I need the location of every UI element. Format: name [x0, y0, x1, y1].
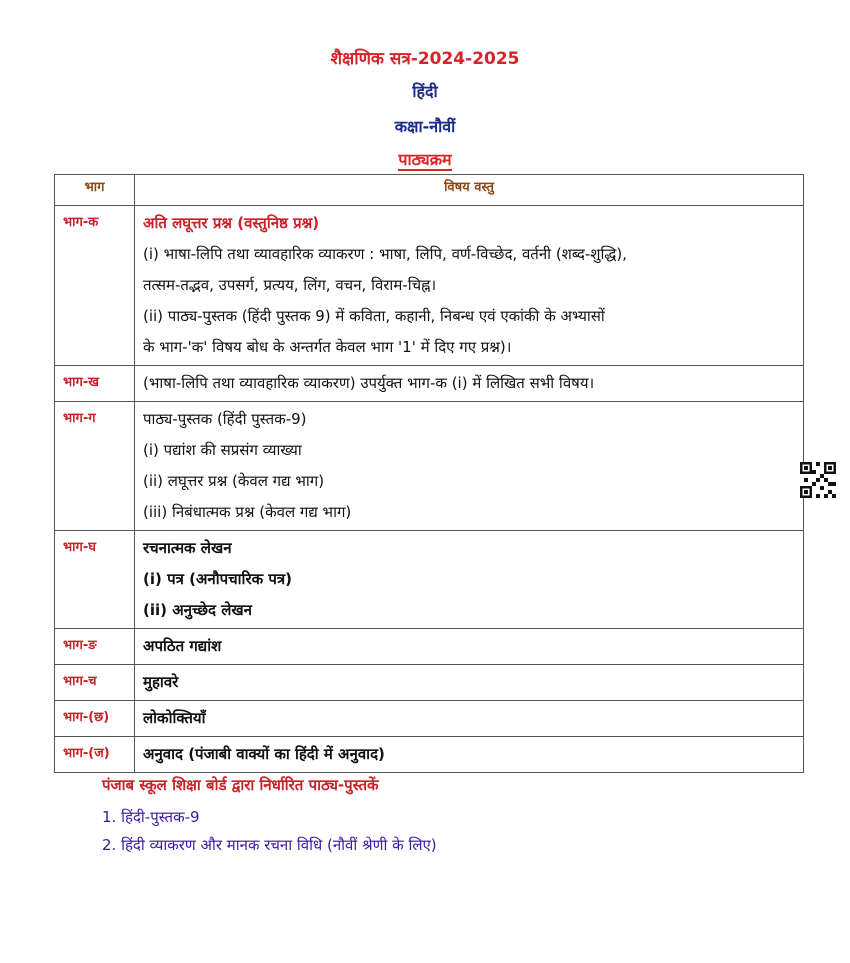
table-row: [55, 629, 804, 665]
part-content: [135, 402, 804, 531]
content-line: मुहावरे: [143, 673, 179, 691]
column-header-part: भाग: [55, 175, 135, 206]
syllabus-table: [54, 174, 804, 773]
table-row: [55, 366, 804, 402]
content-line: तत्सम-तद्भव, उपसर्ग, प्रत्यय, लिंग, वचन, विराम-चिह्न।: [143, 276, 437, 294]
content-line: अनुवाद (पंजाबी वाक्यों का हिंदी में अनुवाद): [143, 745, 385, 763]
content-line: रचनात्मक लेखन: [143, 539, 232, 557]
table-row: [55, 206, 804, 366]
content-line: (iii) निबंधात्मक प्रश्न (केवल गद्य भाग): [143, 503, 352, 521]
part-content: [135, 531, 804, 629]
table-row: [55, 402, 804, 531]
table-row: [55, 665, 804, 701]
part-content: [135, 366, 804, 402]
prescribed-books: [102, 775, 437, 859]
content-line: (ii) पाठ्य-पुस्तक (हिंदी पुस्तक 9) में कविता, कहानी, निबन्ध एवं एकांकी के अभ्यासों: [143, 307, 605, 325]
class-title: कक्षा-नौवीं: [394, 117, 456, 136]
part-label: भाग-(छ): [55, 701, 135, 737]
content-line: (ii) लघूत्तर प्रश्न (केवल गद्य भाग): [143, 472, 325, 490]
part-content: [135, 665, 804, 701]
books-title: पंजाब स्कूल शिक्षा बोर्ड द्वारा निर्धारित पाठ्य-पुस्तकें: [102, 776, 379, 794]
table-row: [55, 531, 804, 629]
content-line: (i) भाषा-लिपि तथा व्यावहारिक व्याकरण : भाषा, लिपि, वर्ण-विच्छेद, वर्तनी (शब्द-शुद्धि),: [143, 245, 627, 263]
part-content: [135, 701, 804, 737]
qr-code-icon: [800, 462, 836, 498]
content-line: पाठ्य-पुस्तक (हिंदी पुस्तक-9): [143, 410, 307, 428]
part-label: भाग-घ: [55, 531, 135, 629]
part-content: [135, 629, 804, 665]
content-line: के भाग-'क' विषय बोध के अन्तर्गत केवल भाग '1' में दिए गए प्रश्न)।: [143, 338, 512, 356]
table-header-row: [55, 175, 804, 206]
syllabus-heading-text: पाठ्यक्रम: [398, 150, 452, 169]
part-content: [135, 737, 804, 773]
table-row: [55, 701, 804, 737]
part-label: भाग-क: [55, 206, 135, 366]
subject-title: हिंदी: [412, 82, 438, 101]
content-line: अपठित गद्यांश: [143, 637, 222, 655]
part-label: भाग-(ज): [55, 737, 135, 773]
content-line: अति लघूत्तर प्रश्न (वस्तुनिष्ठ प्रश्न): [143, 214, 320, 232]
content-line: (भाषा-लिपि तथा व्यावहारिक व्याकरण) उपर्युक्त भाग-क (i) में लिखित सभी विषय।: [143, 374, 595, 392]
session-title: शैक्षणिक सत्र-2024-2025: [330, 49, 520, 69]
content-line: (i) पद्यांश की सप्रसंग व्याख्या: [143, 441, 302, 459]
column-header-content: विषय वस्तु: [135, 175, 804, 206]
part-content: [135, 206, 804, 366]
content-line: (ii) अनुच्छेद लेखन: [143, 601, 252, 619]
syllabus-heading: [0, 148, 850, 170]
part-label: भाग-ग: [55, 402, 135, 531]
part-label: भाग-च: [55, 665, 135, 701]
part-label: भाग-ङ: [55, 629, 135, 665]
content-line: (i) पत्र (अनौपचारिक पत्र): [143, 570, 292, 588]
content-line: लोकोक्तियाँ: [143, 709, 206, 727]
book-item: 1. हिंदी-पुस्तक-9: [102, 808, 200, 826]
book-item: 2. हिंदी व्याकरण और मानक रचना विधि (नौवीं श्रेणी के लिए): [102, 836, 437, 854]
table-row: [55, 737, 804, 773]
part-label: भाग-ख: [55, 366, 135, 402]
